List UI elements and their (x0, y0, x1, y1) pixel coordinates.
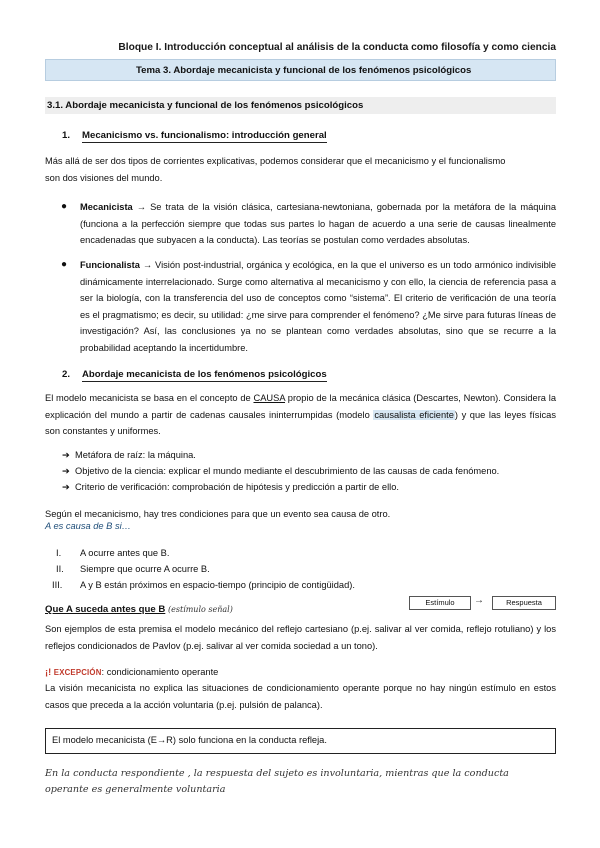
condition-number: I. (56, 548, 62, 558)
arrow-item (62, 466, 499, 477)
bullet-funcionalista (80, 257, 556, 356)
condition-number: III. (52, 580, 63, 590)
handwritten-note: (estímulo señal) (167, 605, 233, 614)
diagram-stimulus-box: Estímulo (409, 596, 471, 610)
conditions-subtitle: A es causa de B si… (45, 521, 131, 531)
handwritten-line-2: operante es generalmente voluntaria (45, 784, 226, 795)
condition-number: II. (56, 564, 64, 574)
part2-paragraph (45, 390, 556, 440)
bullet-term: Mecanicista (80, 202, 133, 212)
text-span: ) y que las leyes físicas son constantes y uniformes. (45, 409, 556, 436)
bullet-mecanicista (80, 199, 556, 249)
text-span: propio de la mecánica clásica (Descartes, Newton). Considera la explicación del mundo a partir de cadenas causales ininterrumpidas (modelo (45, 393, 556, 420)
bullet-text: → Se trata de la visión clásica, cartesiana-newtoniana, gobernada por la metáfora de la máquina (funciona a la perfección siempre que todas sus partes lo hagan de acuerdo a una serie de causas linealmente encadenadas que subyacen a la conducta). Las teorías se postulan como verdades absolutas. (80, 202, 556, 245)
conditions-intro: Según el mecanicismo, hay tres condiciones para que un evento sea causa de otro. (45, 509, 391, 519)
exception-title: : condicionamiento operante (101, 667, 219, 677)
part1-intro: Más allá de ser dos tipos de corrientes explicativas, podemos considerar que el mecanicismo y el funcionalismo son dos visiones del mundo. (45, 156, 506, 183)
exception-heading (45, 667, 218, 677)
arrow-icon: ➔ (62, 450, 70, 460)
part1-heading (62, 130, 327, 141)
examples-paragraph: Son ejemplos de esta premisa el modelo mecánico del reflejo cartesiano (p.ej. salivar al ver comida, reflejo rotuliano) y los reflejos condicionados de Pavlov (p.ej. salivar al ver comida sociedad a un tono). (45, 624, 556, 651)
diagram-response-box: Respuesta (492, 596, 556, 610)
condition-text: A y B están próximos en espacio-tiempo (principio de contigüidad). (80, 580, 355, 590)
condition-text: Siempre que ocurre A ocurre B. (80, 564, 210, 574)
arrow-item-text: Criterio de verificación: comprobación de hipótesis y predicción a partir de ello. (74, 482, 399, 492)
handwritten-line-1: En la conducta respondiente , la respuesta del sujeto es involuntaria, mientras que la conducta (45, 768, 509, 779)
highlight-causalista: causalista eficiente (374, 409, 454, 420)
bullet-dot: ● (61, 201, 68, 212)
causa-term: CAUSA (253, 393, 286, 403)
bullet-dot: ● (61, 259, 68, 270)
bullet-text: → Visión post-industrial, orgánica y ecológica, en la que el universo es un todo armónico indivisible dinámicamente interrelacionado. Surge como alternativa al mecanicismo y con ello, la ciencia de referencia pasa a ser la biología, con la transferencia del uso de conceptos como “sistema”. El criterio de verificación de una teoría es el pragmatismo; es decir, su utilidad: ¿me sirve para comprender el fenómeno? ¿Me sirve para futuras líneas de investigación? Así, las conclusiones ya no se plantean como verdades absolutas, sino que se recurre a la probabilidad aceptando la incertidumbre. (80, 260, 556, 353)
document-header-title: Bloque I. Introducción conceptual al análisis de la conducta como filosofía y como ciencia (118, 42, 556, 53)
bullet-term: Funcionalista (80, 260, 140, 270)
diagram-arrow-icon: → (474, 595, 484, 606)
part2-number: 2. (62, 369, 71, 380)
condition-text: A ocurre antes que B. (80, 548, 170, 558)
sub-heading (45, 604, 233, 615)
tema-title: Tema 3. Abordaje mecanicista y funcional de los fenómenos psicológicos (136, 65, 472, 76)
exception-paragraph: La visión mecanicista no explica las situaciones de condicionamiento operante porque no hay ningún estímulo en estos casos que preceda a la acción voluntaria (p.ej. pulsión de palanca). (45, 683, 556, 710)
sub-heading-title: Que A suceda antes que B (45, 604, 166, 615)
condition-item (56, 564, 210, 574)
part2-heading (62, 369, 327, 380)
text-span: El modelo mecanicista se basa en el concepto de (45, 393, 254, 403)
exception-label: EXCEPCIÓN (53, 668, 102, 677)
part1-number: 1. (62, 130, 71, 141)
section-title: 3.1. Abordaje mecanicista y funcional de los fenómenos psicológicos (47, 100, 364, 111)
arrow-item (62, 482, 399, 493)
arrow-item-text: Objetivo de la ciencia: explicar el mundo mediante el descubrimiento de las causas de cada fenómeno. (74, 466, 500, 476)
summary-box-text: El modelo mecanicista (E→R) solo funciona en la conducta refleja. (52, 735, 327, 745)
arrow-item (62, 450, 196, 461)
arrow-item-text: Metáfora de raíz: la máquina. (74, 450, 196, 460)
condition-item (52, 580, 355, 590)
arrow-icon: ➔ (62, 482, 70, 492)
part2-title: Abordaje mecanicista de los fenómenos psicológicos (82, 369, 327, 380)
exception-mark-icon: ¡! (45, 667, 52, 677)
part1-title: Mecanicismo vs. funcionalismo: introducción general (82, 130, 327, 141)
condition-item (56, 548, 169, 558)
arrow-icon: ➔ (62, 466, 70, 476)
